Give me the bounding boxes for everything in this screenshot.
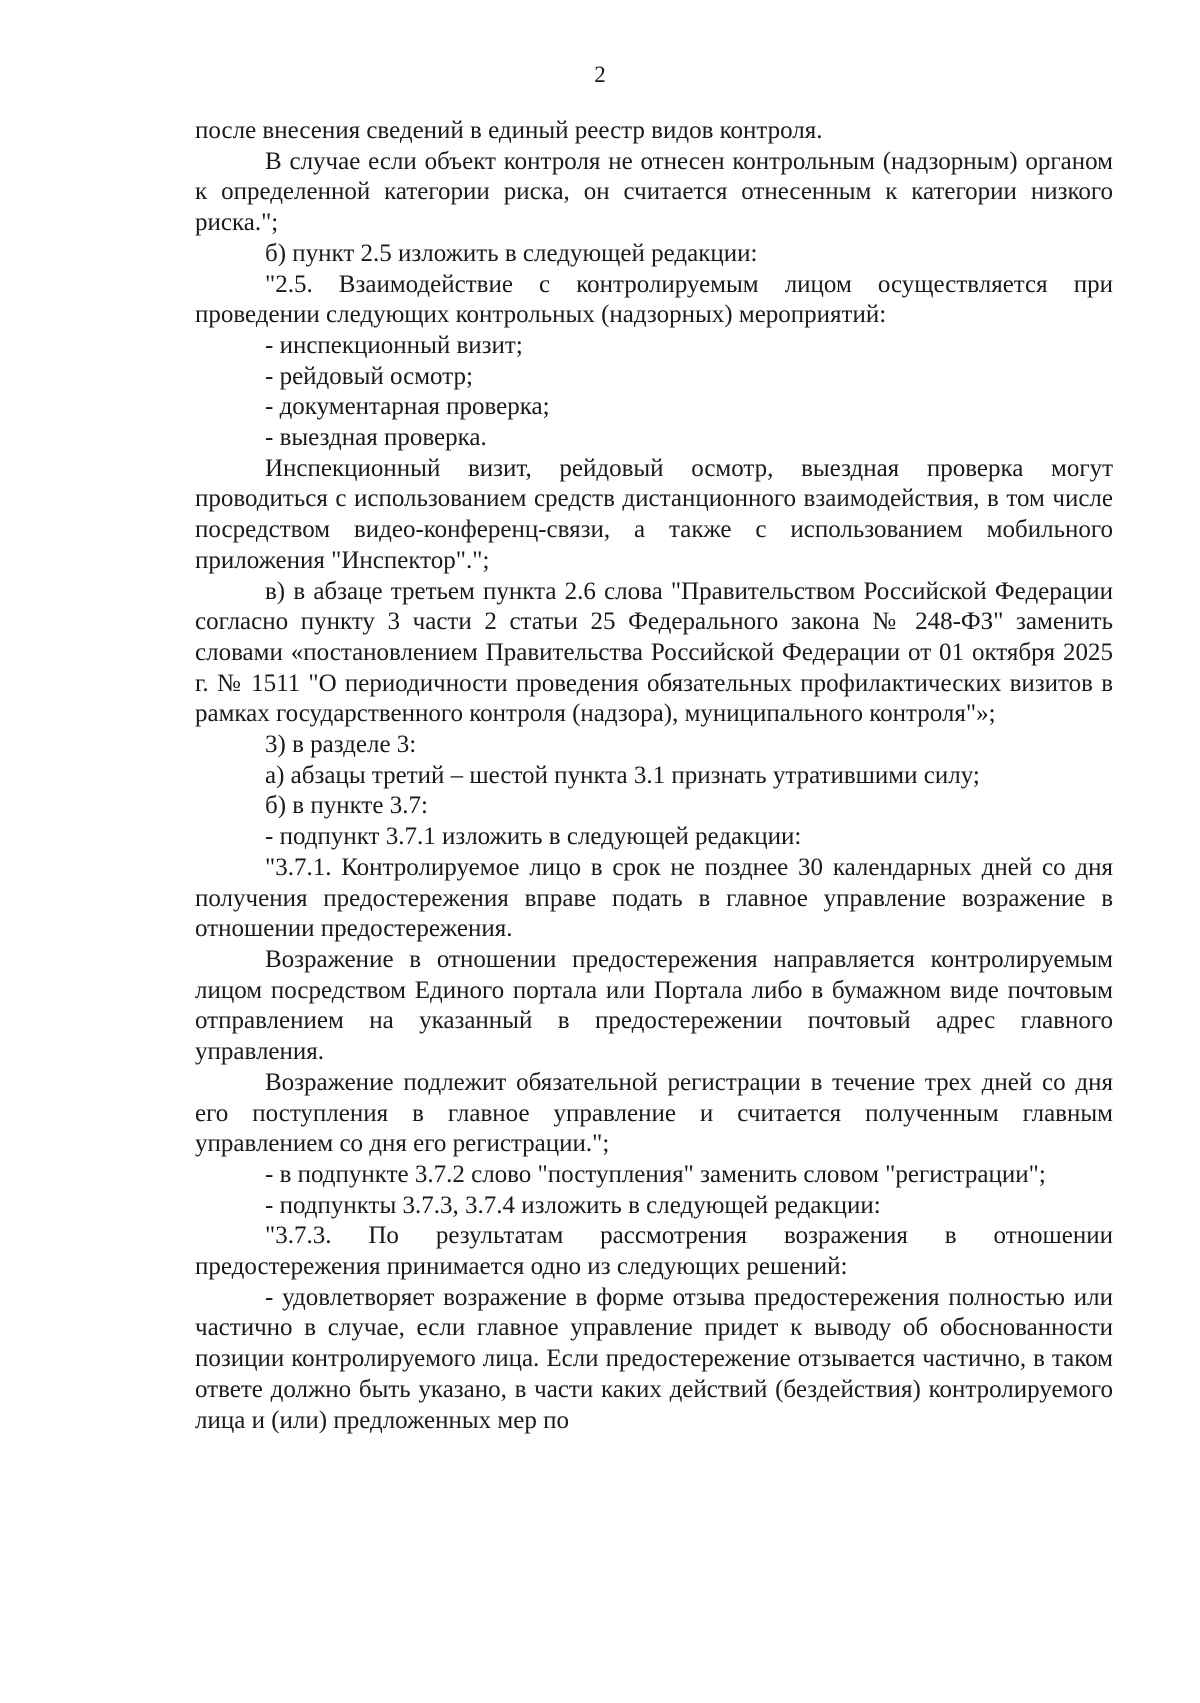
paragraph: В случае если объект контроля не отнесен контрольным (надзорным) органом к определенной категории риска, он считается отнесенным к категории низкого риска.";: [195, 147, 1113, 237]
paragraph: Инспекционный визит, рейдовый осмотр, выездная проверка могут проводиться с использованием средств дистанционного взаимодействия, в том числе посредством видео-конференц-связи, а также с использованием мобильного приложения "Инспектор".";: [195, 454, 1113, 574]
list-item: - в подпункте 3.7.2 слово "поступления" заменить словом "регистрации";: [265, 1160, 1046, 1188]
list-item: - инспекционный визит;: [265, 331, 523, 359]
list-item: - рейдовый осмотр;: [265, 362, 473, 390]
list-item: - документарная проверка;: [265, 393, 550, 421]
paragraph: "3.7.3. По результатам рассмотрения возражения в отношении предостережения принимается одно из следующих решений:: [195, 1222, 1113, 1281]
paragraph: после внесения сведений в единый реестр видов контроля.: [195, 117, 823, 144]
list-item: - подпункты 3.7.3, 3.7.4 изложить в следующей редакции:: [265, 1191, 881, 1219]
paragraph: Возражение в отношении предостережения направляется контролируемым лицом посредством Единого портала или Портала либо в бумажном виде почтовым отправлением на указанный в предостережении почтовый адрес главного управления.: [195, 945, 1113, 1066]
paragraph: Возражение подлежит обязательной регистрации в течение трех дней со дня его поступления в главное управление и считается полученным главным управлением со дня его регистрации.";: [195, 1068, 1113, 1158]
paragraph: "2.5. Взаимодействие с контролируемым лицом осуществляется при проведении следующих контрольных (надзорных) мероприятий:: [195, 270, 1113, 329]
paragraph: б) в пункте 3.7:: [265, 792, 428, 820]
list-item: - выездная проверка.: [265, 424, 487, 452]
paragraph: в) в абзаце третьем пункта 2.6 слова "Правительством Российской Федерации согласно пункту 3 части 2 статьи 25 Федерального закона № 248-ФЗ" заменить словами «постановлением Правительства Российской Федерации от 01 октября 2025 г. № 1511 "О периодичности проведения обязательных профилактических визитов в рамках государственного контроля (надзора), муниципального контроля"»;: [195, 577, 1113, 728]
document-body: [195, 116, 1113, 1436]
paragraph: 3) в разделе 3:: [265, 731, 417, 759]
paragraph: а) абзацы третий – шестой пункта 3.1 признать утратившими силу;: [265, 761, 980, 789]
page-number: 2: [594, 62, 606, 87]
paragraph: б) пункт 2.5 изложить в следующей редакции:: [265, 239, 758, 267]
list-item: - подпункт 3.7.1 изложить в следующей редакции:: [265, 823, 802, 851]
list-item: - удовлетворяет возражение в форме отзыва предостережения полностью или частично в случае, если главное управление придет к выводу об обоснованности позиции контролируемого лица. Если предостережение отзывается частично, в таком ответе должно быть указано, в части каких действий (бездействия) контролируемого лица и (или) предложенных мер по: [195, 1283, 1113, 1434]
paragraph: "3.7.1. Контролируемое лицо в срок не позднее 30 календарных дней со дня получения предостережения вправе подать в главное управление возражение в отношении предостережения.: [195, 853, 1113, 943]
